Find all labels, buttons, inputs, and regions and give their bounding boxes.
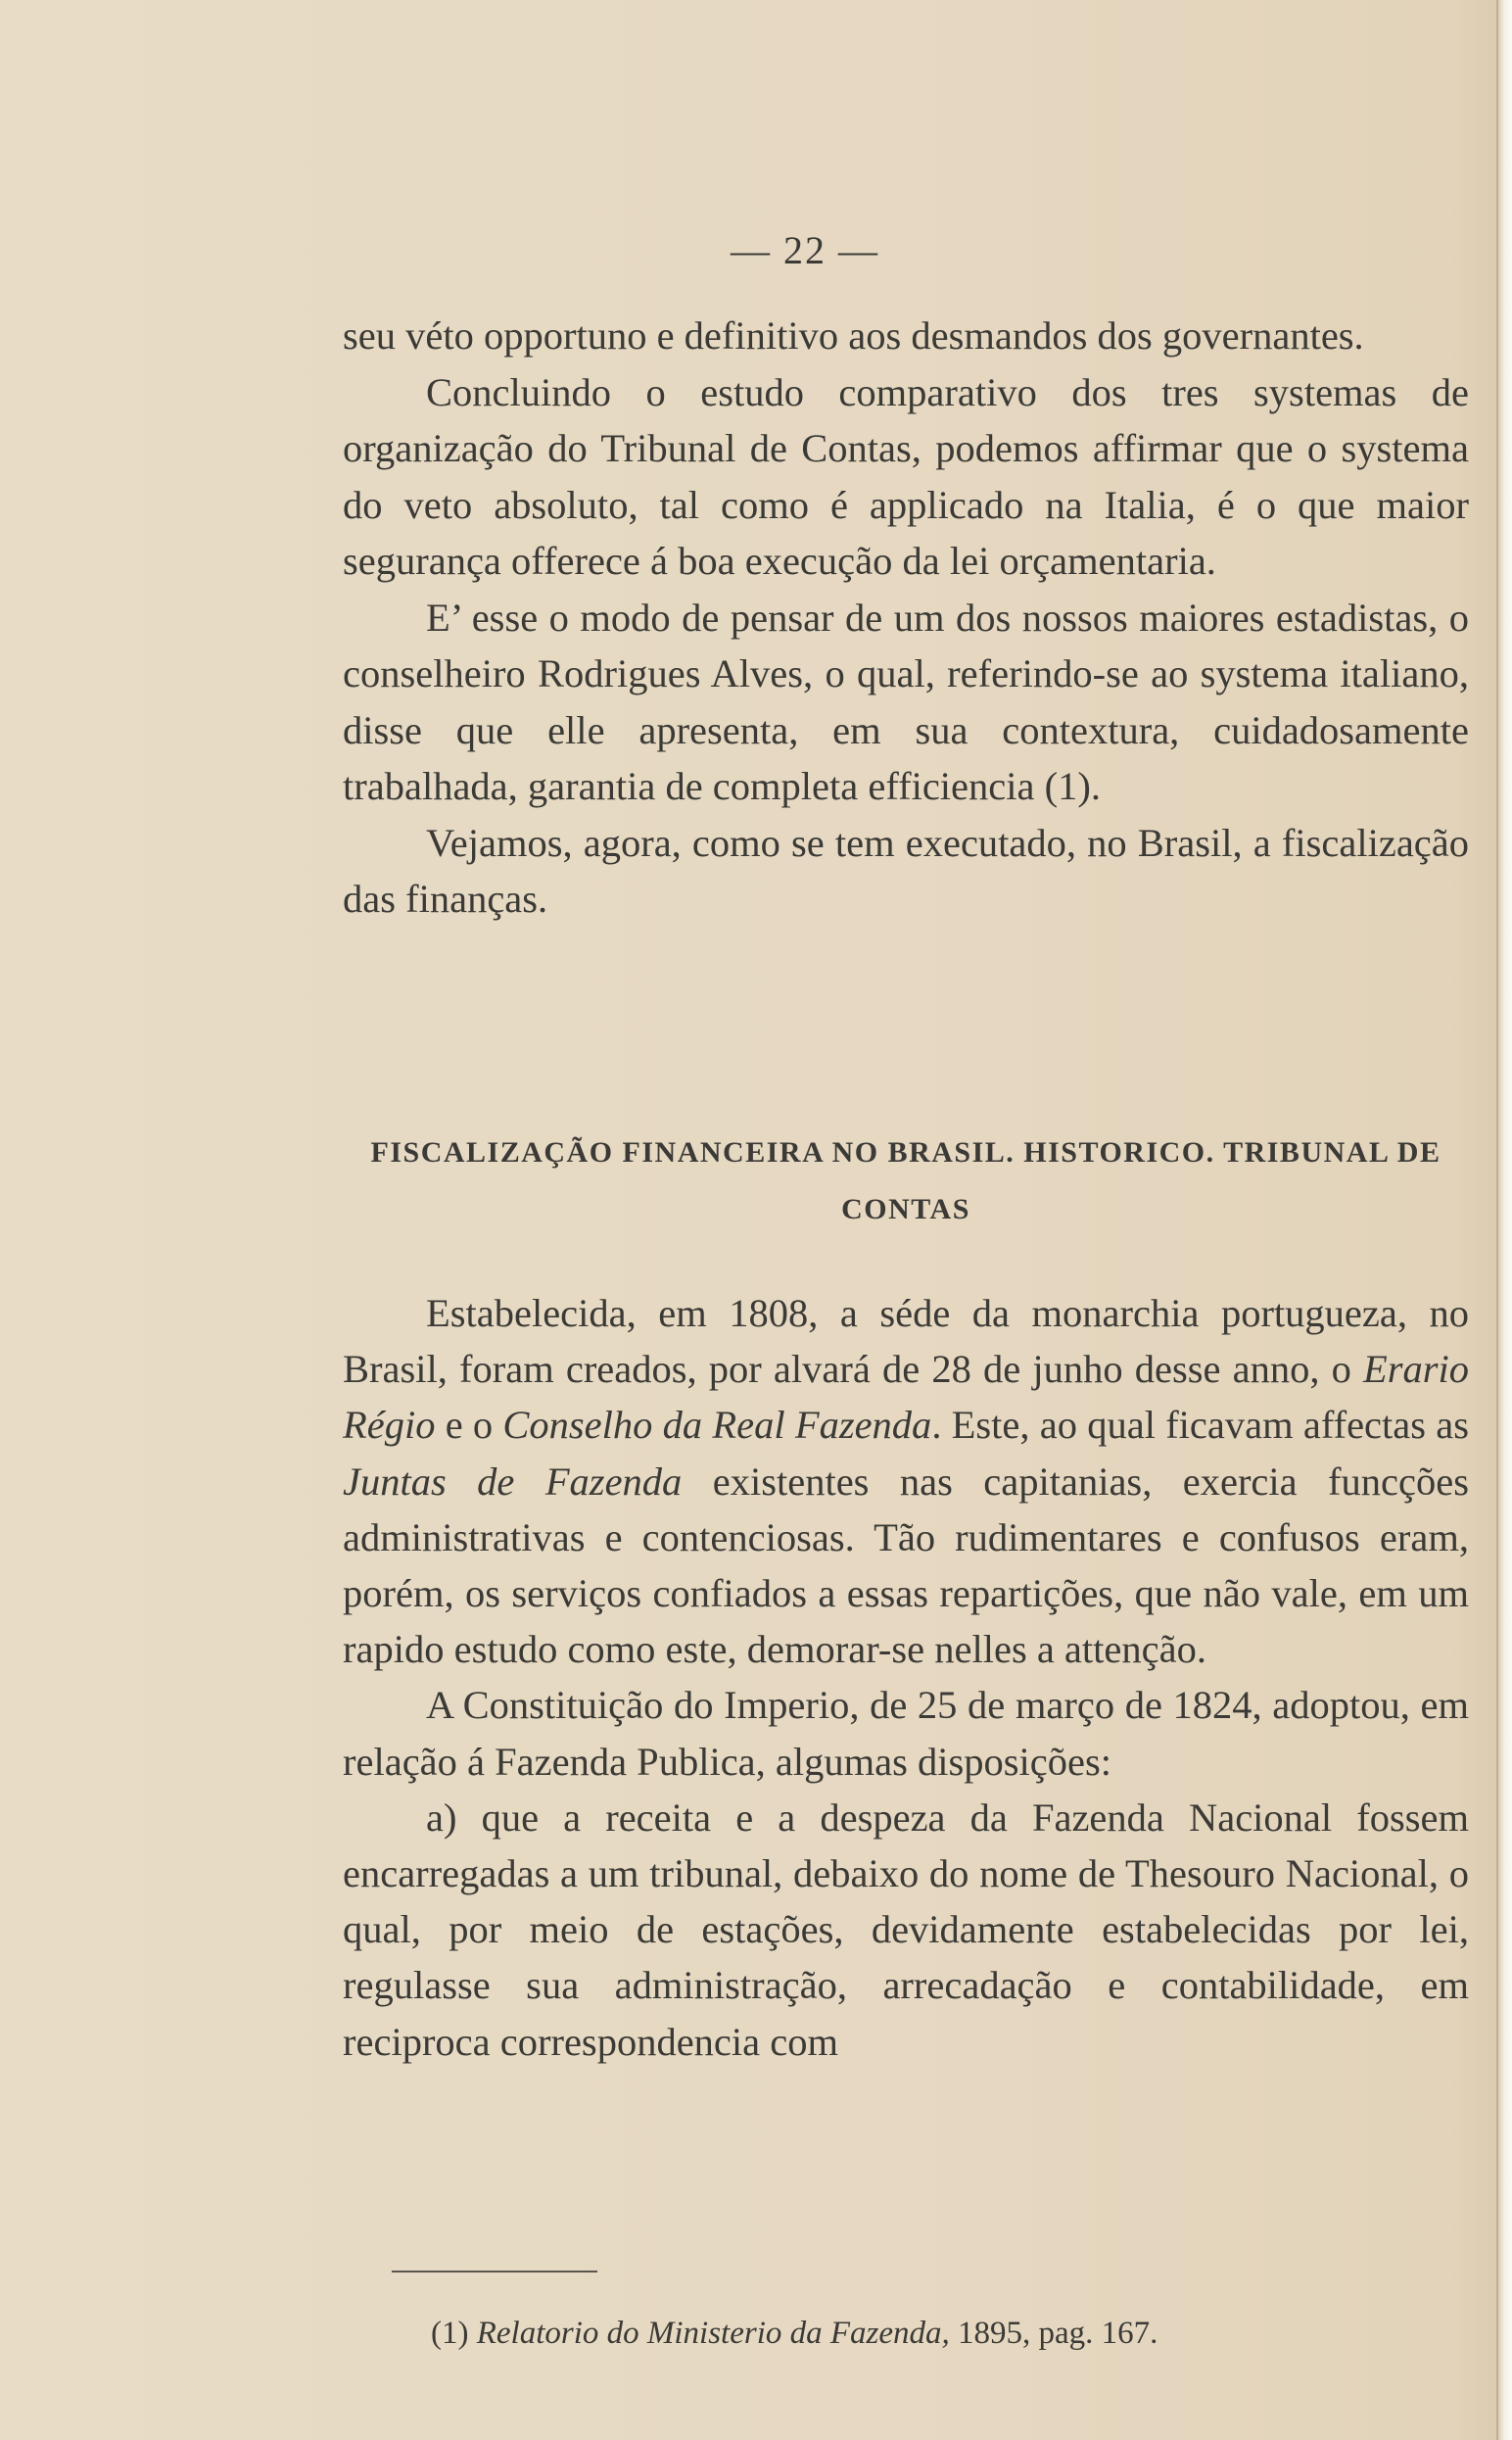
paragraph-1: seu véto opportuno e definitivo aos desmandos dos governantes. <box>343 313 1364 358</box>
footnote-title: Relatorio do Ministerio da Fazenda, <box>476 2316 950 2351</box>
paragraph-3: E’ esse o modo de pensar de um dos nossos maiores estadistas, o conselheiro Rodrigues Alves, o qual, referindo-se ao systema italiano, disse que elle apresenta, em sua contextura, cuidadosamente trabalhada, garantia de completa efficiencia (1). <box>343 595 1469 808</box>
paragraph-4: Vejamos, agora, como se tem executado, no Brasil, a fiscalização das finanças. <box>343 820 1469 921</box>
section-heading-line-2: CONTAS <box>841 1193 970 1225</box>
footnote-mark: (1) <box>431 2316 477 2351</box>
footnote <box>431 2310 1158 2357</box>
paragraph-2: Concluindo o estudo comparativo dos tres systemas de organização do Tribunal de Contas, podemos affirmar que o systema do veto absoluto, tal como é applicado na Italia, é o que maior segurança offerece á boa execução da lei orçamentaria. <box>343 369 1469 583</box>
paragraph-5 <box>343 1285 1469 1677</box>
section-heading-line-1: FISCALIZAÇÃO FINANCEIRA NO BRASIL. HISTORICO. TRIBUNAL DE <box>370 1136 1441 1169</box>
p5-text-a: Estabelecida, em 1808, a séde da monarchia portugueza, no Brasil, foram creados, por alvará de 28 de junho desse anno, o <box>343 1291 1469 1392</box>
p5-italic-erario: Erario Régio <box>343 1347 1469 1448</box>
p5-italic-juntas: Juntas de Fazenda <box>343 1459 683 1504</box>
footnote-rule <box>392 2271 597 2273</box>
body-text-top <box>343 308 1469 928</box>
page-number: — 22 — <box>731 228 879 272</box>
p5-text-e: . Este, ao qual ficavam affectas as <box>931 1403 1469 1448</box>
paragraph-7: a) que a receita e a despeza da Fazenda Nacional fossem encarregadas a um tribunal, debaixo do nome de Thesouro Nacional, o qual, por meio de estações, devidamente estabelecidas por lei, regulasse sua administração, arrecadação e contabilidade, em reciproca correspondencia com <box>343 1794 1469 2064</box>
body-text-bottom <box>343 1285 1469 2070</box>
p5-text-g: existentes nas capitanias, exercia funcções administrativas e contenciosas. Tão rudimentares e confusos eram, porém, os serviços confiados a essas repartições, que não vale, em um rapido estudo como este, demorar-se nelles a attenção. <box>343 1459 1469 1672</box>
section-heading <box>343 1124 1469 1238</box>
paragraph-6: A Constituição do Imperio, de 25 de março de 1824, adoptou, em relação á Fazenda Publica, algumas disposições: <box>343 1683 1469 1784</box>
footnote-rest: 1895, pag. 167. <box>949 2316 1158 2351</box>
p5-italic-conselho: Conselho da Real Fazenda <box>502 1403 932 1448</box>
page-edge <box>1498 0 1512 2440</box>
p5-text-c: e o <box>435 1403 503 1448</box>
